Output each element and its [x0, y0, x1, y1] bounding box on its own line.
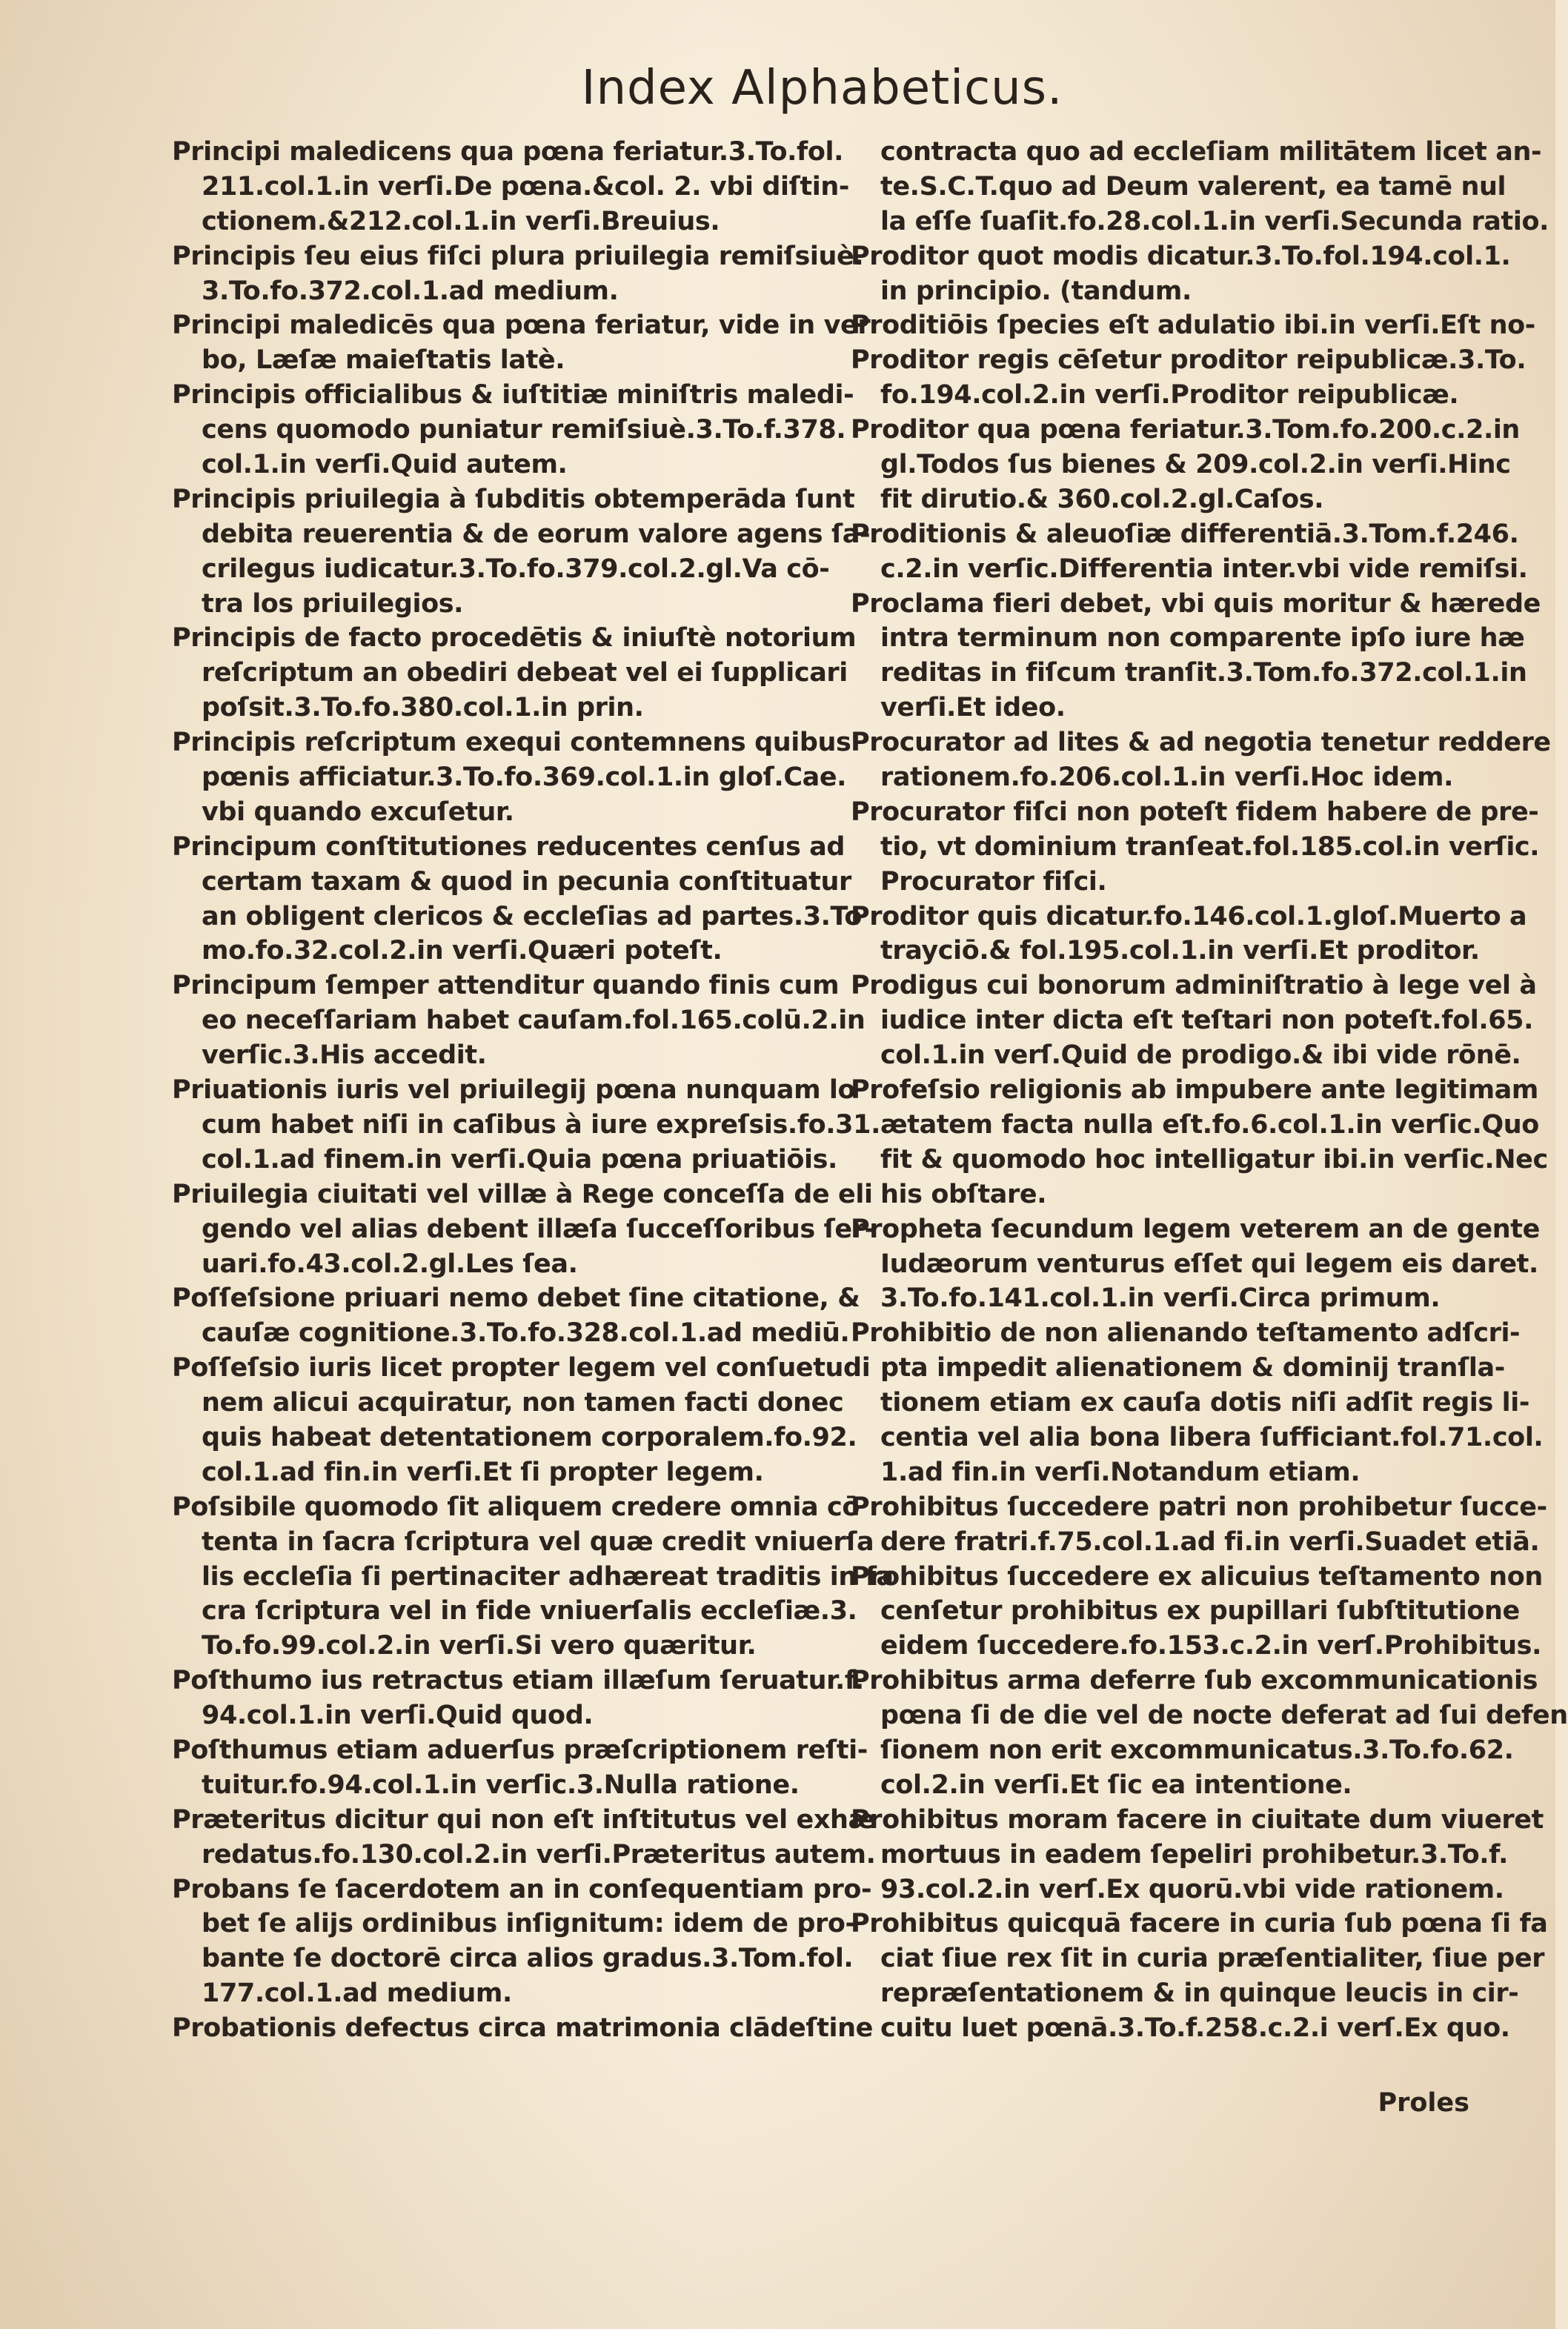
index-entry-continuation: contracta quo ad eccleſiam militātem licet an- [880, 137, 1542, 167]
index-entry-continuation: fit & quomodo hoc intelligatur ibi.in verſic.Nec [880, 1144, 1548, 1175]
index-entry-continuation: cens quomodo puniatur remiſsiuè.3.To.f.378. [202, 415, 846, 445]
index-entry-continuation: bo, Læſæ maieſtatis latè. [202, 345, 565, 376]
index-entry-headword-line: Principum ſemper attenditur quando finis cum [172, 971, 840, 1001]
index-entry-continuation: tenta in ſacra ſcriptura vel quæ credit vniuerſa [202, 1526, 874, 1557]
index-entry-continuation: vbi quando excuſetur. [202, 797, 514, 827]
index-entry-continuation: col.1.ad finem.in verſi.Quia pœna priuatiōis. [202, 1144, 837, 1175]
index-entry-continuation: col.1.in verſi.Quid autem. [202, 450, 568, 480]
index-entry-continuation: la eſſe ſuaſit.fo.28.col.1.in verſi.Secunda ratio. [880, 206, 1549, 236]
running-header [0, 61, 1555, 116]
index-entry-continuation: bante ſe doctorē circa alios gradus.3.Tom.fol. [202, 1944, 854, 1974]
index-entry-continuation: te.S.C.T.quo ad Deum valerent, ea tamē nul [880, 171, 1506, 202]
index-entry-continuation: 211.col.1.in verſi.De pœna.&col. 2. vbi diſtin- [202, 171, 850, 202]
index-entry-continuation: an obligent clericos & eccleſias ad partes.3.To [202, 901, 863, 931]
index-entry-headword-line: Prohibitus quicquā facere in curia ſub pœna ſi fa [851, 1909, 1548, 1939]
index-entry-headword-line: Profeſsio religionis ab impubere ante legitimam [851, 1075, 1538, 1106]
index-entry-headword-line: Procurator ad lites & ad negotia tenetur reddere [851, 728, 1551, 758]
header-title: Index Alphabeticus. [581, 61, 1063, 116]
index-entry-headword-line: Principis ſeu eius fiſci plura priuilegia remiſsiuè. [172, 241, 864, 271]
index-entry-continuation: To.fo.99.col.2.in verſi.Si vero quæritur. [202, 1631, 757, 1661]
index-entry-headword-line: Principi maledicēs qua pœna feriatur, vide in ver [172, 310, 871, 341]
index-entry-continuation: 3.To.fo.372.col.1.ad medium. [202, 276, 619, 306]
index-entry-continuation: crilegus iudicatur.3.To.fo.379.col.2.gl.Va cō- [202, 554, 830, 584]
index-entry-continuation: centia vel alia bona libera ſufficiant.fol.71.col. [880, 1422, 1544, 1452]
index-entry-continuation: verſic.3.His accedit. [202, 1040, 487, 1071]
index-entry-headword-line: Poſſeſsione priuari nemo debet ſine citatione, & [172, 1283, 860, 1314]
index-entry-continuation: eo neceſſariam habet cauſam.fol.165.colū.2.in [202, 1006, 866, 1036]
index-entry-continuation: pta impedit alienationem & dominij tranſla- [880, 1353, 1505, 1383]
index-entry-continuation: tra los priuilegios. [202, 588, 464, 619]
index-entry-headword-line: Principi maledicens qua pœna feriatur.3.To.fol. [172, 137, 843, 167]
index-entry-continuation: poſsit.3.To.fo.380.col.1.in prin. [202, 693, 644, 723]
index-entry-continuation: ctionem.&212.col.1.in verſi.Breuius. [202, 206, 720, 236]
index-entry-continuation: gendo vel alias debent illæſa ſucceſſoribus ſer- [202, 1214, 875, 1244]
index-entry-headword-line: Poſsibile quomodo ſit aliquem credere omnia cō [172, 1492, 860, 1522]
index-entry-continuation: verſi.Et ideo. [880, 693, 1066, 723]
index-entry-headword-line: Poſthumo ius retractus etiam illæſum ſeruatur.f. [172, 1666, 864, 1696]
index-entry-headword-line: Propheta ſecundum legem veterem an de gente [851, 1214, 1540, 1244]
index-entry-continuation: redatus.fo.130.col.2.in verſi.Præteritus autem. [202, 1839, 876, 1870]
index-entry-continuation: debita reuerentia & de eorum valore agens ſa- [202, 519, 871, 549]
index-entry-continuation: 94.col.1.in verſi.Quid quod. [202, 1701, 594, 1731]
index-entry-continuation: Iudæorum venturus eſſet qui legem eis daret. [880, 1249, 1538, 1279]
index-entry-continuation: 93.col.2.in verſ.Ex quorū.vbi vide rationem. [880, 1874, 1504, 1904]
index-entry-continuation: in principio. (tandum. [880, 276, 1192, 306]
index-entry-headword-line: Proditiōis ſpecies eſt adulatio ibi.in verſi.Eſt no- [851, 310, 1535, 341]
index-entry-headword-line: Prohibitio de non alienando teſtamento adſcri- [851, 1318, 1521, 1349]
index-entry-continuation: cenſetur prohibitus ex pupillari ſubſtitutione [880, 1596, 1520, 1627]
index-entry-continuation: eidem ſuccedere.fo.153.c.2.in verſ.Prohibitus. [880, 1631, 1541, 1661]
index-entry-continuation: fo.194.col.2.in verſi.Proditor reipublicæ. [880, 380, 1459, 411]
index-entry-headword-line: Principum conſtitutiones reducentes cenſus ad [172, 831, 846, 862]
index-entry-continuation: cuitu luet pœnā.3.To.f.258.c.2.i verſ.Ex quo. [880, 2013, 1510, 2044]
index-entry-headword-line: Proditor quot modis dicatur.3.To.fol.194.col.1. [851, 241, 1511, 271]
index-entry-headword-line: Prohibitus moram facere in ciuitate dum viueret [851, 1804, 1544, 1835]
index-entry-headword-line: Prohibitus ſuccedere patri non prohibetur ſucce- [851, 1492, 1547, 1522]
index-entry-headword-line: Procurator fiſci non poteſt fidem habere de pre- [851, 797, 1539, 827]
index-entry-continuation: 3.To.fo.141.col.1.in verſi.Circa primum. [880, 1283, 1441, 1314]
index-entry-continuation: quis habeat detentationem corporalem.fo.92. [202, 1422, 857, 1452]
index-entry-continuation: col.1.ad fin.in verſi.Et ſi propter legem. [202, 1457, 764, 1487]
index-entry-continuation: mortuus in eadem ſepeliri prohibetur.3.To.f. [880, 1839, 1508, 1870]
index-entry-headword-line: Prohibitus ſuccedere ex alicuius teſtamento non [851, 1561, 1543, 1592]
index-entry-continuation: his obſtare. [880, 1179, 1047, 1209]
index-entry-continuation: tionem etiam ex cauſa dotis niſi adſit regis li- [880, 1388, 1530, 1418]
index-entry-headword-line: Proclama fieri debet, vbi quis moritur & hærede [851, 588, 1541, 619]
index-entry-headword-line: Prohibitus arma deferre ſub excommunicationis [851, 1666, 1538, 1696]
index-entry-continuation: lis eccleſia ſi pertinaciter adhæreat traditis in ſa [202, 1561, 894, 1592]
index-entry-headword-line: Principis officialibus & iuſtitiæ miniſtris maledi- [172, 380, 854, 411]
index-entry-continuation: uari.fo.43.col.2.gl.Les ſea. [202, 1249, 578, 1279]
index-entry-continuation: 177.col.1.ad medium. [202, 1979, 512, 2009]
index-entry-continuation: 1.ad fin.in verſi.Notandum etiam. [880, 1457, 1361, 1487]
index-entry-headword-line: Poſthumus etiam aduerſus præſcriptionem reſti- [172, 1735, 868, 1765]
index-entry-continuation: repræſentationem & in quinque leucis in cir- [880, 1979, 1519, 2009]
index-entry-headword-line: Priuationis iuris vel priuilegij pœna nunquam lo [172, 1075, 856, 1106]
index-entry-headword-line: Probationis defectus circa matrimonia clādeſtine [172, 2013, 873, 2044]
index-entry-continuation: dere fratri.f.75.col.1.ad fi.in verſi.Suadet etiā. [880, 1526, 1540, 1557]
index-entry-continuation: mo.fo.32.col.2.in verſi.Quæri poteſt. [202, 936, 722, 966]
index-entry-continuation: col.2.in verſi.Et ſic ea intentione. [880, 1770, 1352, 1800]
index-entry-continuation: trayciō.& fol.195.col.1.in verſi.Et proditor. [880, 936, 1480, 966]
index-entry-continuation: c.2.in verſic.Differentia inter.vbi vide remiſsi. [880, 554, 1528, 584]
index-entry-continuation: iudice inter dicta eſt teſtari non poteſt.fol.65. [880, 1006, 1534, 1036]
index-entry-headword-line: Proditor regis cēſetur proditor reipublicæ.3.To. [851, 345, 1527, 376]
index-entry-continuation: gl.Todos ſus bienes & 209.col.2.in verſi.Hinc [880, 450, 1511, 480]
index-entry-continuation: tuitur.fo.94.col.1.in verſic.3.Nulla ratione. [202, 1770, 800, 1800]
index-entry-continuation: Procurator fiſci. [880, 866, 1107, 897]
index-entry-headword-line: Prodigus cui bonorum adminiſtratio à lege vel à [851, 971, 1537, 1001]
index-entry-continuation: reſcriptum an obediri debeat vel ei ſupplicari [202, 658, 848, 688]
right-column [851, 135, 1568, 2046]
index-entry-headword-line: Principis de facto procedētis & iniuſtè notorium [172, 623, 857, 654]
index-entry-headword-line: Proditor quis dicatur.fo.146.col.1.gloſ.Muerto a [851, 901, 1527, 931]
index-entry-continuation: cra ſcriptura vel in fide vniuerſalis eccleſiæ.3. [202, 1596, 857, 1627]
index-entry-continuation: reditas in fiſcum tranſit.3.Tom.fo.372.col.1.in [880, 658, 1527, 688]
index-entry-headword-line: Poſſeſsio iuris licet propter legem vel conſuetudi [172, 1353, 871, 1383]
index-entry-continuation: cum habet niſi in caſibus à iure expreſsis.fo.31. [202, 1109, 880, 1140]
left-column [172, 135, 894, 2046]
index-entry-continuation: pœnis afficiatur.3.To.fo.369.col.1.in gloſ.Cae. [202, 763, 847, 793]
index-entry-continuation: col.1.in verſ.Quid de prodigo.& ibi vide rōnē. [880, 1040, 1521, 1071]
index-entry-continuation: ætatem facta nulla eſt.fo.6.col.1.in verſic.Quo [880, 1109, 1539, 1140]
index-entry-continuation: tio, vt dominium tranſeat.fol.185.col.in verſic. [880, 831, 1540, 862]
index-entry-headword-line: Proditor qua pœna feriatur.3.Tom.fo.200.c.2.in [851, 415, 1520, 445]
index-entry-continuation: rationem.fo.206.col.1.in verſi.Hoc idem. [880, 763, 1453, 793]
index-entry-continuation: bet ſe alijs ordinibus inſignitum: idem de pro- [202, 1909, 856, 1939]
index-entry-headword-line: Principis reſcriptum exequi contemnens quibus [172, 728, 851, 758]
index-entry-continuation: pœna ſi de die vel de nocte deferat ad ſui defen [880, 1701, 1568, 1731]
index-entry-continuation: cauſæ cognitione.3.To.fo.328.col.1.ad mediū. [202, 1318, 850, 1349]
index-entry-continuation: nem alicui acquiratur, non tamen facti donec [202, 1388, 844, 1418]
index-entry-continuation: ſionem non erit excommunicatus.3.To.fo.62. [880, 1735, 1514, 1765]
index-entry-continuation: ciat ſiue rex ſit in curia præſentialiter, ſiue per [880, 1944, 1545, 1974]
index-entry-headword-line: Principis priuilegia à ſubditis obtemperāda ſunt [172, 484, 855, 514]
index-entry-headword-line: Præteritus dicitur qui non eſt inſtitutus vel exhæ [172, 1804, 875, 1835]
index-entry-headword-line: Probans ſe ſacerdotem an in conſequentiam pro- [172, 1874, 872, 1904]
index-entry-continuation: intra terminum non comparente ipſo iure hæ [880, 623, 1525, 654]
index-entry-continuation: certam taxam & quod in pecunia conſtituatur [202, 866, 851, 897]
catchword: Proles [1378, 2088, 1469, 2118]
index-entry-headword-line: Proditionis & aleuoſiæ differentiā.3.Tom.f.246. [851, 519, 1519, 549]
index-entry-continuation: fit dirutio.& 360.col.2.gl.Caſos. [880, 484, 1324, 514]
index-entry-headword-line: Priuilegia ciuitati vel villæ à Rege conceſſa de eli [172, 1179, 873, 1209]
